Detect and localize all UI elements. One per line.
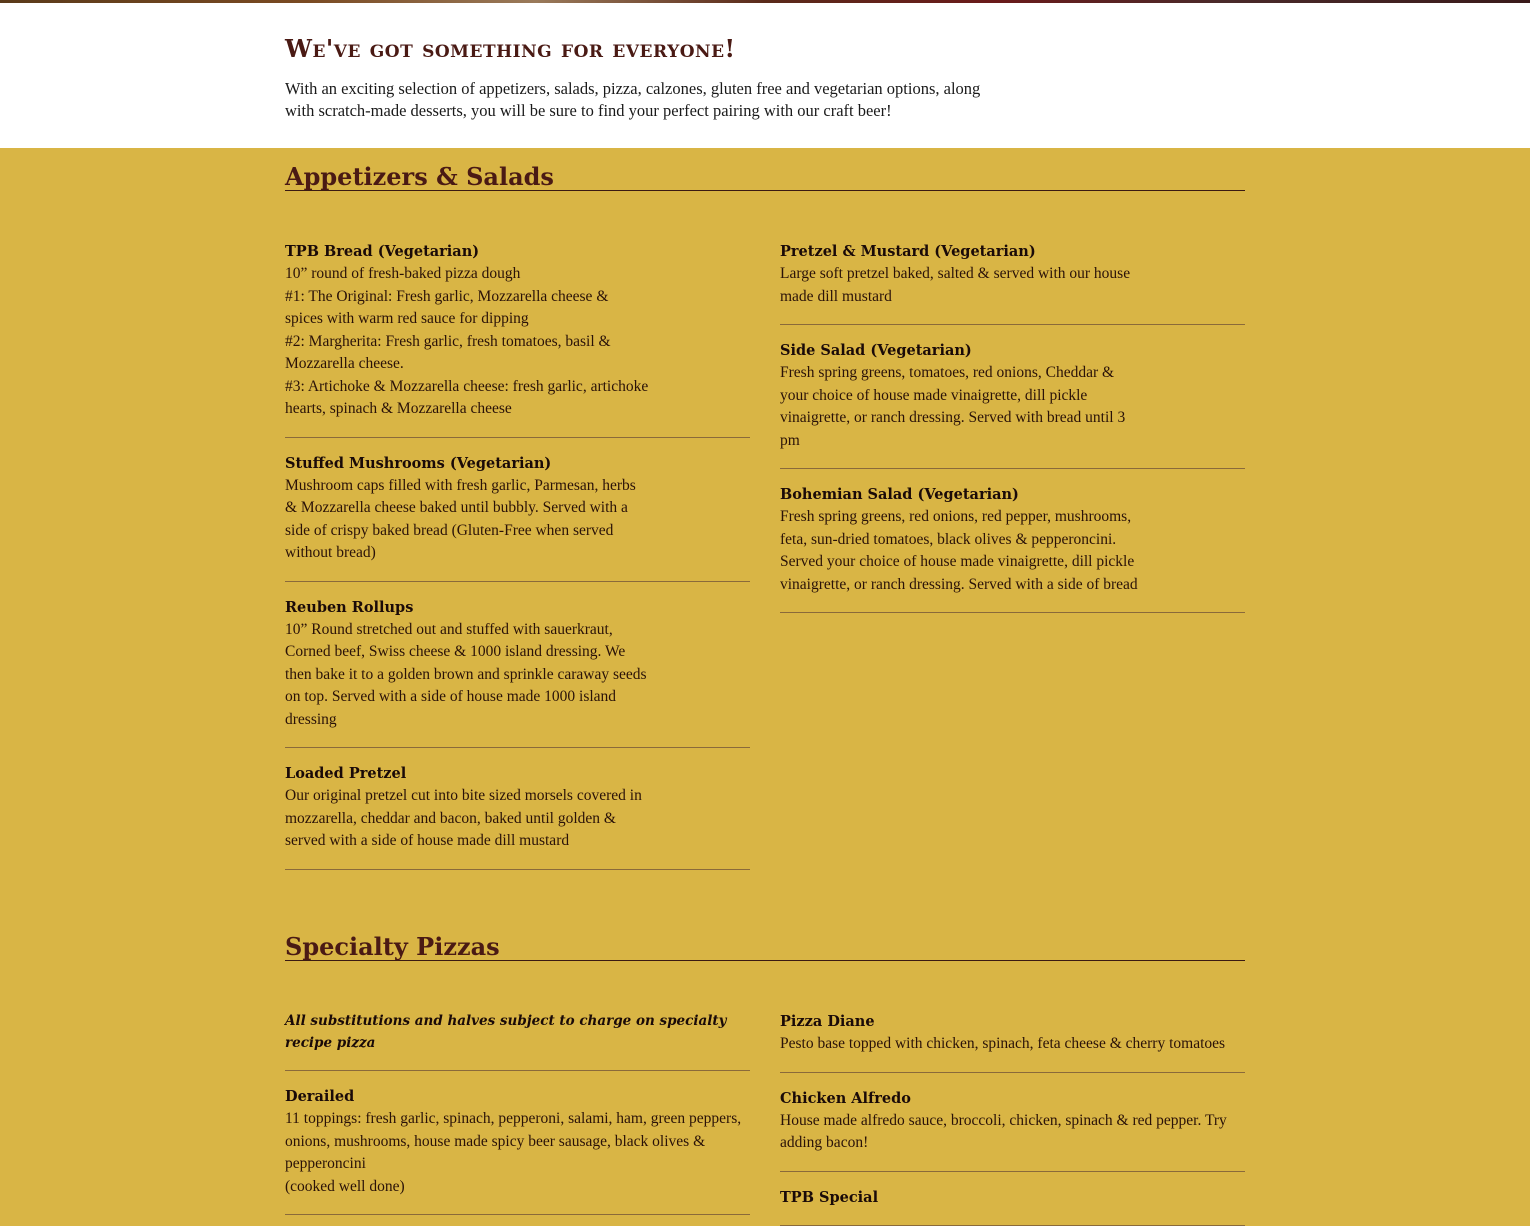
appetizers-left-column <box>285 241 750 870</box>
pizzas-section <box>285 918 1245 961</box>
pizzas-left-column <box>285 1010 750 1215</box>
menu-item <box>780 469 1245 613</box>
menu-item-description: Large soft pretzel baked, salted & served with our house made dill mustard <box>780 265 1131 305</box>
intro-section <box>0 3 1530 148</box>
menu-item-description: 10” Round stretched out and stuffed with sauerkraut, Corned beef, Swiss cheese & 1000 island dressing. We then bake it to a golden brown and sprinkle caraway seeds on top. Served with a side of house made 1000 island dressing <box>285 620 647 728</box>
section-title: Appetizers & Salads <box>285 162 554 191</box>
menu-item-name: Chicken Alfredo <box>780 1089 911 1107</box>
menu-item-name: Derailed <box>285 1088 355 1105</box>
intro-text: With an exciting selection of appetizers, salads, pizza, calzones, gluten free and vegetarian options, along with scratch-made desserts, you will be sure to find your perfect pairing with our craft beer! <box>285 79 981 120</box>
pizzas-right-column <box>780 1011 1245 1226</box>
substitution-note: All substitutions and halves subject to charge on specialty recipe pizza <box>285 1013 727 1051</box>
menu-item-description: Fresh spring greens, red onions, red pepper, mushrooms, feta, sun-dried tomatoes, black olives & pepperoncini. Served your choice of house made vinaigrette, dill pickle vinaigrette, or ranch dressing. Served with a side of bread <box>780 508 1138 593</box>
intro-title: We've got something for everyone! <box>285 34 736 63</box>
menu-item-name: Stuffed Mushrooms (Vegetarian) <box>285 454 552 472</box>
menu-item-name: Bohemian Salad (Vegetarian) <box>780 486 1019 503</box>
menu-note <box>285 1010 750 1071</box>
menu-item-name: Loaded Pretzel <box>285 765 407 782</box>
appetizers-section <box>285 148 1245 191</box>
menu-item-description: 10” round of fresh-baked pizza dough #1: The Original: Fresh garlic, Mozzarella cheese & spices with warm red sauce for dipping #2: Margherita: Fresh garlic, fresh tomatoes, basil & Mozzarella cheese. #3: Artichoke & Mozzarella cheese: fresh garlic, artichoke hearts, spinach & Mozzarella cheese <box>285 265 649 417</box>
menu-item-description: House made alfredo sauce, broccoli, chicken, spinach & red pepper. Try adding bacon! <box>780 1111 1227 1151</box>
menu-item-name: TPB Bread (Vegetarian) <box>285 243 480 260</box>
menu-item-description: Our original pretzel cut into bite sized morsels covered in mozzarella, cheddar and bacon, baked until golden & served with a side of house made dill mustard <box>285 787 642 849</box>
menu-item-description: Pesto base topped with chicken, spinach, feta cheese & cherry tomatoes <box>780 1035 1226 1052</box>
menu-item-name: TPB Special <box>780 1188 879 1206</box>
menu-item <box>780 241 1245 325</box>
menu-item-name: Pretzel & Mustard (Vegetarian) <box>780 243 1036 260</box>
section-heading <box>285 918 1245 961</box>
section-heading <box>285 148 1245 191</box>
menu-item <box>285 1071 750 1215</box>
appetizers-right-column <box>780 241 1245 613</box>
menu-item <box>285 438 750 582</box>
menu-item-name: Reuben Rollups <box>285 598 414 616</box>
menu-item <box>780 1073 1245 1172</box>
menu-item <box>285 241 750 438</box>
menu-item-description: Mushroom caps filled with fresh garlic, Parmesan, herbs & Mozzarella cheese baked until bubbly. Served with a side of crispy baked bread (Gluten-Free when served without bread) <box>285 476 636 561</box>
menu-item <box>780 1011 1245 1073</box>
menu-item <box>780 1172 1245 1226</box>
menu-item <box>780 325 1245 469</box>
menu-item-description: 11 toppings: fresh garlic, spinach, pepperoni, salami, ham, green peppers, onions, mushrooms, house made spicy beer sausage, black olives & pepperoncini (cooked well done) <box>285 1110 742 1195</box>
menu-item <box>285 582 750 749</box>
menu-item-description: Fresh spring greens, tomatoes, red onions, Cheddar & your choice of house made vinaigrette, dill pickle vinaigrette, or ranch dressing. Served with bread until 3 pm <box>780 364 1126 449</box>
menu-item-name: Pizza Diane <box>780 1013 875 1030</box>
section-title: Specialty Pizzas <box>285 932 500 961</box>
menu-item-name: Side Salad (Vegetarian) <box>780 342 972 359</box>
menu-item <box>285 748 750 870</box>
